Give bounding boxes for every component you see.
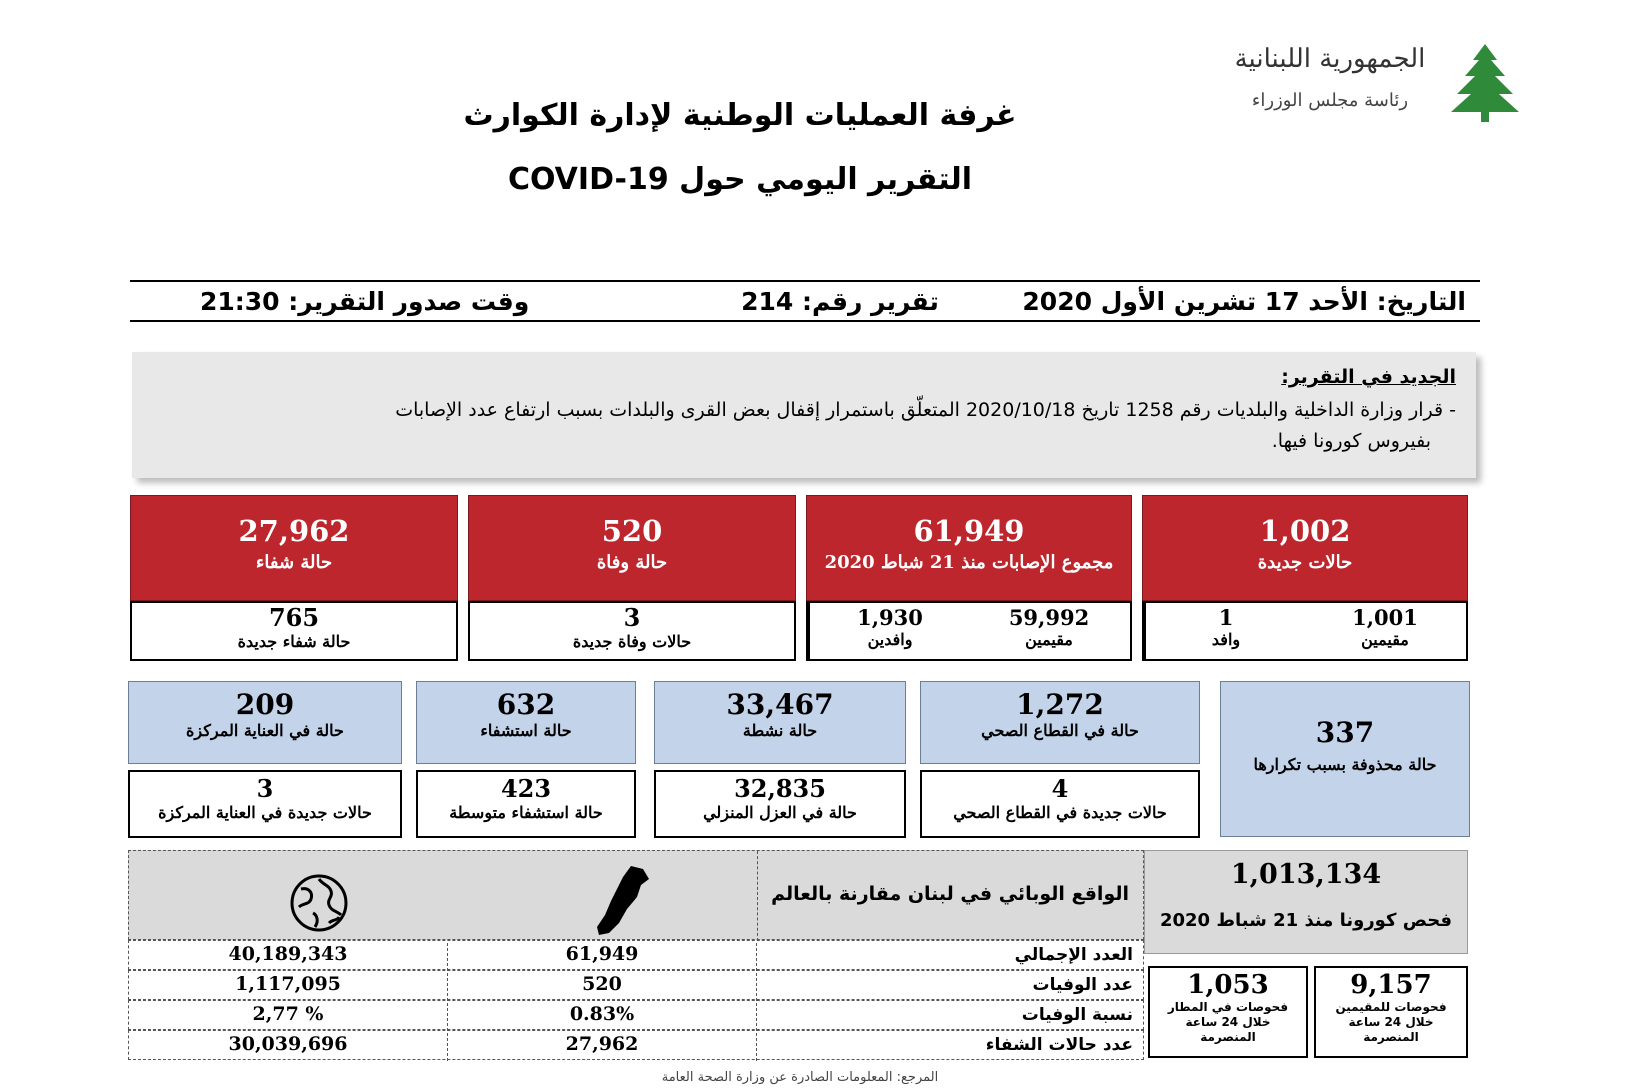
stat-sub-label: حالة استشفاء متوسطة xyxy=(449,803,603,822)
report-date: التاريخ: الأحد 17 تشرين الأول 2020 xyxy=(1022,287,1466,316)
stat-label: حالة شفاء xyxy=(255,552,333,573)
tests-residents xyxy=(1314,966,1468,1058)
stat-label: حالة في القطاع الصحي xyxy=(981,721,1139,740)
stat-value: 61,949 xyxy=(913,514,1025,548)
stat-sub-value: 423 xyxy=(500,774,552,803)
logo-text-presidency: رئاسة مجلس الوزراء xyxy=(1251,90,1409,111)
stat-new-cases xyxy=(1142,495,1468,601)
page-subtitle: التقرير اليومي حول COVID-19 xyxy=(507,162,973,197)
stat-hospitalized xyxy=(416,681,636,764)
comparison-row-world: 2,77 % xyxy=(252,1003,324,1025)
stat-value: 33,467 xyxy=(726,688,834,721)
stat-label: مجموع الإصابات منذ 21 شباط 2020 xyxy=(824,552,1114,573)
stat-sub-label: حالات وفاة جديدة xyxy=(572,632,692,651)
stat-total-cases-breakdown xyxy=(806,601,1132,661)
stat-health-sector xyxy=(920,681,1200,764)
comparison-row xyxy=(128,1030,1144,1060)
comparison-row xyxy=(128,1000,1144,1030)
comparison-row-lebanon: 27,962 xyxy=(447,1033,757,1061)
breakdown-label: وافدين xyxy=(867,630,913,649)
page-title: غرفة العمليات الوطنية لإدارة الكوارث xyxy=(463,98,1017,133)
report-info-bar xyxy=(130,280,1480,322)
stat-value: 337 xyxy=(1315,716,1375,749)
stat-icu xyxy=(128,681,402,764)
stat-value: 1,002 xyxy=(1259,514,1351,548)
breakdown-value: 1,001 xyxy=(1352,605,1418,630)
stat-deleted-duplicates xyxy=(1220,681,1470,837)
lebanon-map-icon xyxy=(591,863,655,937)
comparison-row-label: عدد الوفيات xyxy=(1032,975,1133,995)
comparison-row-lebanon: 61,949 xyxy=(447,943,757,971)
breakdown-label: مقيمين xyxy=(1025,630,1073,649)
news-box xyxy=(132,352,1476,478)
stat-sub-value: 32,835 xyxy=(734,774,826,803)
tests-airport-label: فحوصات في المطار خلال 24 ساعة المنصرمة xyxy=(1167,1000,1289,1044)
tests-residents-label: فحوصات للمقيمين خلال 24 ساعة المنصرمة xyxy=(1335,1000,1447,1044)
tests-total xyxy=(1144,850,1468,954)
stat-label: حالة نشطة xyxy=(742,721,818,740)
comparison-table xyxy=(128,850,1144,1062)
logo-text-republic: الجمهورية اللبنانية xyxy=(1234,44,1426,74)
breakdown-label: مقيمين xyxy=(1361,630,1409,649)
stat-new-cases-breakdown xyxy=(1142,601,1468,661)
stat-value: 520 xyxy=(601,514,663,548)
news-line-1: - قرار وزارة الداخلية والبلديات رقم 1258 تاريخ 2020/10/18 المتعلّق باستمرار إقفال بعض القرى والبلدات بسبب ارتفاع عدد الإصابات xyxy=(395,399,1456,421)
report-number: تقرير رقم: 214 xyxy=(741,287,939,316)
comparison-row-lebanon: 0.83% xyxy=(447,1003,757,1031)
stat-value: 1,272 xyxy=(1016,688,1104,721)
comparison-row-lebanon: 520 xyxy=(447,973,757,1001)
breakdown-value: 59,992 xyxy=(1008,605,1090,630)
breakdown-label: وافد xyxy=(1211,630,1241,649)
stat-value: 209 xyxy=(235,688,295,721)
news-title: الجديد في التقرير: xyxy=(1281,366,1456,388)
breakdown-value: 1,930 xyxy=(857,605,923,630)
source-note: المرجع: المعلومات الصادرة عن وزارة الصحة العامة xyxy=(661,1070,939,1085)
stat-new-deaths xyxy=(468,601,796,661)
tests-airport xyxy=(1148,966,1308,1058)
tests-total-value: 1,013,134 xyxy=(1230,859,1382,890)
tests-total-label: فحص كورونا منذ 21 شباط 2020 xyxy=(1159,910,1453,931)
breakdown-value: 1 xyxy=(1218,605,1234,630)
republic-logo xyxy=(1234,42,1530,127)
stat-active-cases xyxy=(654,681,906,764)
stat-value: 27,962 xyxy=(238,514,350,548)
cedar-tree-icon xyxy=(1445,42,1525,124)
comparison-row-world: 30,039,696 xyxy=(228,1033,348,1055)
stat-sub-value: 765 xyxy=(268,603,320,632)
tests-airport-value: 1,053 xyxy=(1187,970,1269,1000)
globe-icon xyxy=(289,873,349,933)
comparison-row-world: 1,117,095 xyxy=(235,973,341,995)
stat-sub-label: حالة في العزل المنزلي xyxy=(703,803,857,822)
stat-sub-label: حالات جديدة في القطاع الصحي xyxy=(953,803,1167,822)
comparison-row-world: 40,189,343 xyxy=(228,943,348,965)
stat-sub-value: 3 xyxy=(256,774,274,803)
tests-residents-value: 9,157 xyxy=(1350,970,1432,1000)
comparison-row-label: العدد الإجمالي xyxy=(1014,945,1133,965)
comparison-row-label: نسبة الوفيات xyxy=(1021,1005,1133,1025)
report-issue-time: وقت صدور التقرير: 21:30 xyxy=(200,287,530,316)
stat-label: حالة وفاة xyxy=(596,552,668,573)
stat-label: حالة في العناية المركزة xyxy=(186,721,344,740)
stat-label: حالة محذوفة بسبب تكرارها xyxy=(1253,755,1437,774)
stat-sub-label: حالة شفاء جديدة xyxy=(237,632,351,651)
stat-label: حالة استشفاء xyxy=(480,721,572,740)
comparison-row xyxy=(128,970,1144,1000)
stat-recoveries xyxy=(130,495,458,601)
stat-icu-new xyxy=(128,770,402,838)
stat-home-isolation xyxy=(654,770,906,838)
comparison-row-label: عدد حالات الشفاء xyxy=(985,1035,1133,1055)
stat-new-recoveries xyxy=(130,601,458,661)
stat-sub-value: 4 xyxy=(1051,774,1069,803)
stat-health-sector-new xyxy=(920,770,1200,838)
stat-value: 632 xyxy=(496,688,556,721)
stat-sub-value: 3 xyxy=(623,603,641,632)
comparison-title: الواقع الوبائي في لبنان مقارنة بالعالم xyxy=(771,883,1129,905)
comparison-row xyxy=(128,940,1144,970)
stat-label: حالات جديدة xyxy=(1257,552,1353,573)
stat-sub-label: حالات جديدة في العناية المركزة xyxy=(158,803,372,822)
stat-moderate-hospitalized xyxy=(416,770,636,838)
comparison-header xyxy=(128,850,1144,940)
news-line-2: بفيروس كورونا فيها. xyxy=(1271,430,1431,452)
stat-deaths xyxy=(468,495,796,601)
stat-total-cases xyxy=(806,495,1132,601)
